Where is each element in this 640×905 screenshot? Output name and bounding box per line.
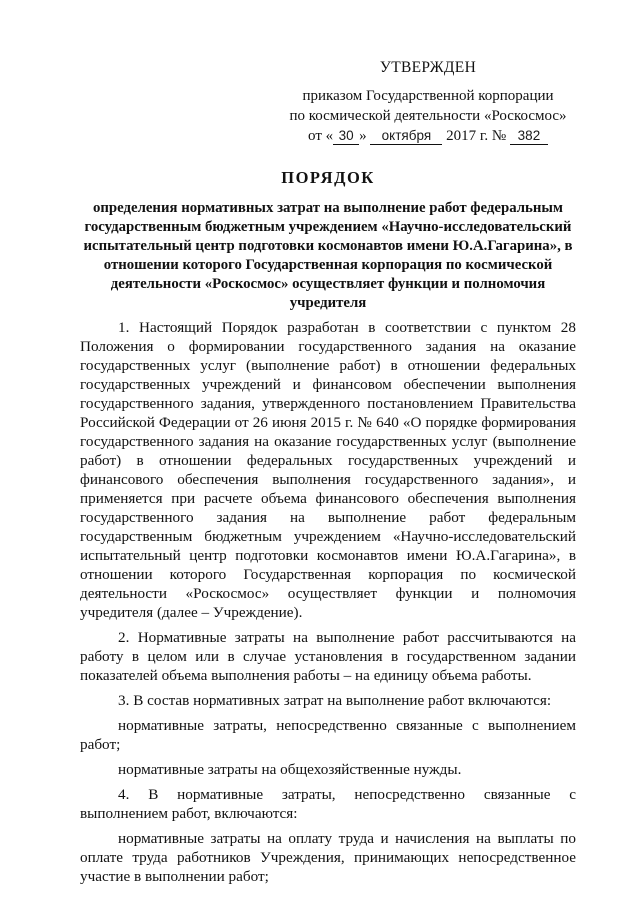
date-prefix: от «	[308, 128, 334, 144]
approval-number: 382	[510, 128, 548, 145]
paragraph-1: 1. Настоящий Порядок разработан в соответствии с пунктом 28 Положения о формировании государственного задания на оказание государственных услуг (выполнение работ) в отношении федеральных государственных учреждений и финансовом обеспечении выполнения государственного задания, утвержденного постановлением Правительства Российской Федерации от 26 июня 2015 г. № 640 «О порядке формирования государственного задания на оказание государственных услуг (выполнение работ) в отношении федеральных государственных учреждений и финансового обеспечения выполнения государственного задания», и применяется при расчете объема финансового обеспечения выполнения государственного задания на выполнение работ федеральным государственным бюджетным учреждением «Научно-исследовательский испытательный центр подготовки космонавтов имени Ю.А.Гагарина», в отношении которого Государственная корпорация по космической деятельности «Роскосмос» осуществляет функции и полномочия учредителя (далее – Учреждение).	[80, 319, 576, 621]
approval-month: октября	[370, 128, 442, 145]
paragraph-3-item-2: нормативные затраты на общехозяйственные нужды.	[118, 761, 462, 778]
paragraph-4-item-1: нормативные затраты на оплату труда и начисления на выплаты по оплате труда работников Учреждения, принимающих непосредственное участие в выполнении работ;	[80, 830, 576, 885]
paragraph-3-item-1: нормативные затраты, непосредственно связанные с выполнением работ;	[80, 717, 576, 753]
paragraph-3: 3. В состав нормативных затрат на выполнение работ включаются:	[118, 692, 552, 709]
approval-date-line	[268, 126, 588, 146]
date-mid: »	[359, 128, 367, 144]
paragraph-4: 4. В нормативные затраты, непосредственно связанные с выполнением работ, включаются:	[80, 786, 576, 822]
paragraph-2: 2. Нормативные затраты на выполнение работ рассчитываются на работу в целом или в случае установления в государственном задании показателей объема выполнения работы – на единицу объема работы.	[80, 629, 576, 684]
approval-line-1: приказом Государственной корпорации	[302, 88, 554, 104]
document-title: ПОРЯДОК	[281, 168, 375, 187]
approval-day: 30	[333, 128, 359, 145]
approval-year: 2017 г. №	[446, 128, 507, 144]
approval-heading: УТВЕРЖДЕН	[379, 59, 477, 76]
document-body	[80, 318, 576, 892]
approval-block	[268, 58, 588, 146]
approval-line-2: по космической деятельности «Роскосмос»	[289, 108, 567, 124]
document-subtitle: определения нормативных затрат на выполнение работ федеральным государственным бюджетным учреждением «Научно-исследовательский испытательный центр подготовки космонавтов имени Ю.А.Гагарина», в отношении которого Государственная корпорация по космической деятельности «Роскосмос» осуществляет функции и полномочия учредителя	[83, 200, 573, 311]
